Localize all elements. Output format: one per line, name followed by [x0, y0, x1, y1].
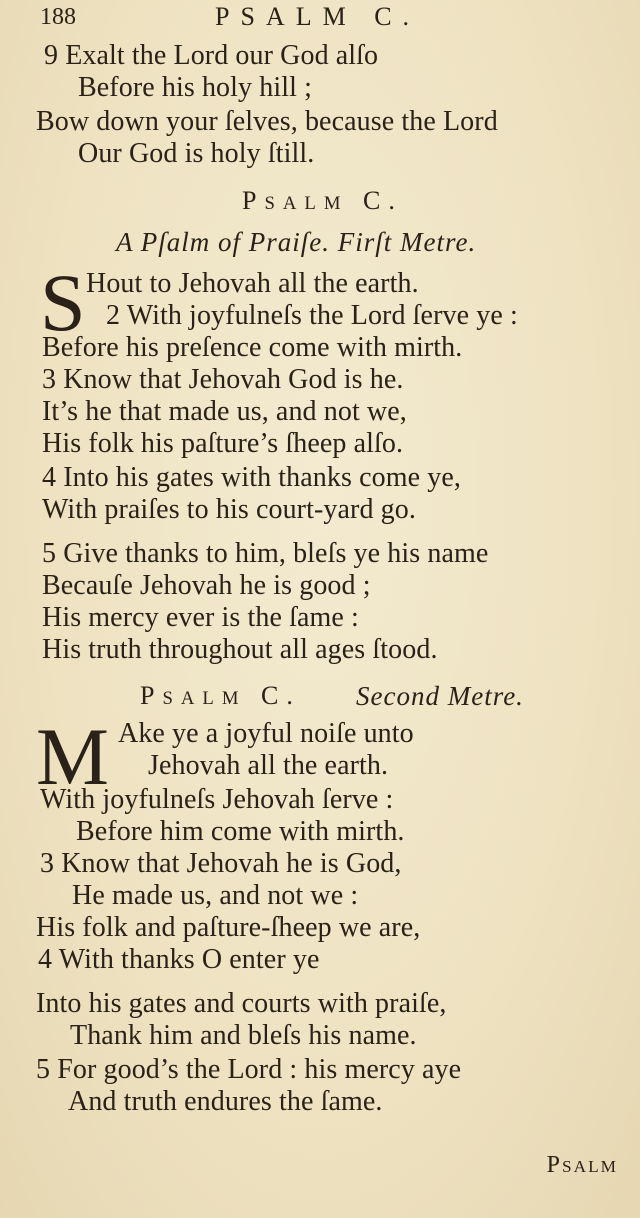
verse-line: Bow down your ſelves, because the Lord [36, 106, 498, 137]
verse-line: Hout to Jehovah all the earth. [86, 268, 419, 299]
psalm-subtitle: A Pſalm of Praiſe. Firſt Metre. [116, 227, 477, 257]
verse-line: His truth throughout all ages ſtood. [42, 634, 438, 665]
page-number: 188 [40, 4, 76, 30]
verse-line: It’s he that made us, and not we, [42, 396, 407, 427]
verse-line: 5 Give thanks to him, bleſs ye his name [42, 538, 489, 569]
verse-line: His folk and paſture-ſheep we are, [36, 912, 421, 943]
verse-line: Before his preſence come with mirth. [42, 332, 463, 363]
catchword: PSALM [546, 1152, 618, 1178]
verse-line: 5 For good’s the Lord : his mercy aye [36, 1054, 462, 1085]
verse-line: And truth endures the ſame. [68, 1086, 383, 1117]
verse-line: Becauſe Jehovah he is good ; [42, 570, 371, 601]
verse-line: 3 Know that Jehovah he is God, [40, 848, 402, 879]
verse-line: His folk his paſture’s ſheep alſo. [42, 428, 404, 459]
verse-line: Jehovah all the earth. [148, 750, 389, 781]
verse-line: Our God is holy ſtill. [78, 138, 315, 169]
verse-line: 4 With thanks O enter ye [38, 944, 320, 975]
verse-line: Thank him and bleſs his name. [70, 1020, 417, 1051]
running-head [0, 2, 640, 36]
drop-cap: M [36, 711, 109, 802]
verse-line: With joyfulneſs Jehovah ſerve : [40, 784, 394, 815]
verse-line: 2 With joyfulneſs the Lord ſerve ye : [106, 300, 518, 331]
psalm-heading: PSALM C. [242, 186, 403, 215]
verse-line: Into his gates and courts with praiſe, [36, 988, 447, 1019]
verse-line: With praiſes to his court-yard go. [42, 494, 416, 525]
psalm-subtitle: Second Metre. [356, 681, 524, 711]
running-title: PSALM C. [215, 2, 421, 31]
verse-line: His mercy ever is the ſame : [42, 602, 359, 633]
verse-line: 4 Into his gates with thanks come ye, [42, 462, 461, 493]
verse-line: 3 Know that Jehovah God is he. [42, 364, 404, 395]
verse-line: Before his holy hill ; [78, 72, 312, 103]
verse-line: 9 Exalt the Lord our God alſo [44, 40, 379, 71]
verse-line: Ake ye a joyful noiſe unto [118, 718, 414, 749]
drop-cap: S [40, 257, 86, 348]
verse-line: He made us, and not we : [72, 880, 359, 911]
verse-line: Before him come with mirth. [76, 816, 405, 847]
psalm-heading: PSALM C. [140, 681, 301, 710]
